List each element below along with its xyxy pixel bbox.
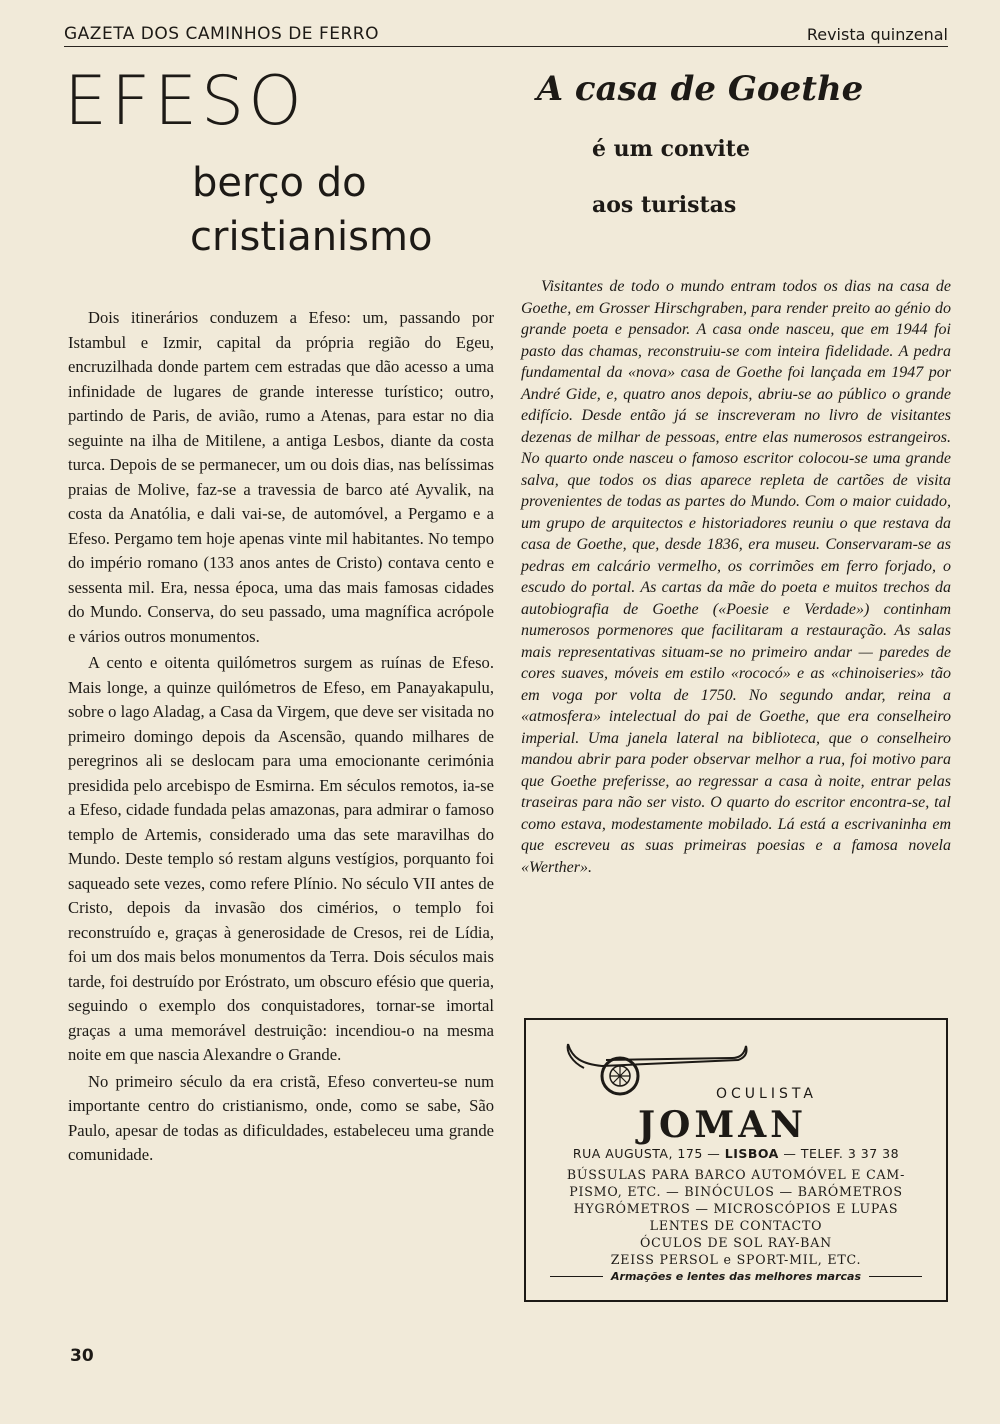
advert-line: BÚSSULAS PARA BARCO AUTOMÓVEL E CAM- (566, 1167, 906, 1182)
advert-description (540, 1166, 932, 1268)
advert-address-city: LISBOA (724, 1146, 779, 1161)
advert-label: OCULISTA (716, 1086, 817, 1102)
efeso-paragraph: A cento e oitenta quilómetros surgem as ruínas de Efeso. Mais longe, a quinze quilómetros de Efeso, em Panayakapulu, sobre o lago Aladag, a Casa da Virgem, que deve ser visitada no primeiro domingo depois da Ascensão, quando milhares de peregrinos ali se deslocam para uma emocionante cerimónia presidida pelo arcebispo de Esmirna. Em séculos remotos, ia-se a Efeso, cidade fundada pelas amazonas, para admirar o famoso templo de Artemis, considerado uma das sete maravilhas do Mundo. Deste templo só restam alguns vestígios, porquanto foi saqueado sete vezes, como refere Plínio. No século VII antes de Cristo, depois da invasão dos cimérios, o templo foi reconstruído e, graças à generosidade de Cresos, rei de Lídia, foi um dos mais belos monumentos da Terra. Dois séculos mais tarde, foi destruído por Eróstrato, um obscuro efésio que queria, seguindo o exemplo dos conquistadores, tornar-se imortal graças a uma memorável destruição: incendiou-o na mesma noite em que nascia Alexandre o Grande. (68, 653, 494, 1064)
tagline-text: Armações e lentes das melhores marcas (611, 1270, 862, 1283)
efeso-title: EFESO (64, 62, 306, 141)
advert-address (526, 1146, 946, 1161)
efeso-subtitle-line2: cristianismo (190, 214, 433, 260)
goethe-paragraph: Visitantes de todo o mundo entram todos os dias na casa de Goethe, em Grosser Hirschgraben, para render preito ao génio do grande poeta e pensador. A casa onde nasceu, que em 1944 foi pasto das chamas, reconstruiu-se com inteira fidelidade. A pedra fundamental da «nova» casa de Goethe foi lançada em 1947 por André Gide, e, quatro anos depois, abriu-se ao público o grande edifício. Desde então já se inscreveram no livro de visitantes dezenas de milhar de pessoas, entre elas numerosos estrangeiros. No quarto onde nasceu o famoso escritor colocou-se uma grande salva, que todos os dias aparece repleta de cartões de visita provenientes de todas as partes do Mundo. Com o maior cuidado, um grupo de arquitectos e historiadores reuniu o que restava da casa de Goethe, que, desde 1836, era museu. Conservaram-se as pedras em calcário vermelho, os corrimões em ferro forjado, o escudo do portal. As cartas da mãe do poeta e muitos trechos da autobiografia de Goethe («Poesie e Verdade») continham numerosos pormenores que facilitaram a restauração. As salas mais representativas situam-se no primeiro andar — paredes de cores suaves, móveis em estilo «rococó» e as «chinoiseries» tão em voga por volta de 1750. No segundo andar, reina a «atmosfera» intelectual do pai de Goethe, que era conselheiro imperial. Uma janela lateral na biblioteca, que o conselheiro mandou abrir para poder observar melhor a rua, foi motivo para que Goethe preferisse, ao regressar a casa à noite, entrar pelas traseiras para não ser visto. O quarto do escritor encontra-se, tal como estava, modestamente mobilado. Lá está a escrivaninha em que escreveu as suas primeiras poesias e a famosa novela «Werther». (521, 278, 951, 876)
tagline-rule (869, 1276, 922, 1278)
advert-name: JOMAN (638, 1104, 808, 1146)
oculista-advert (524, 1018, 948, 1302)
advert-line: LENTES DE CONTACTO (649, 1218, 823, 1233)
efeso-body (68, 306, 494, 1170)
advert-address-phone: — TELEF. 3 37 38 (783, 1146, 900, 1161)
efeso-subtitle (192, 156, 452, 264)
publication-title: GAZETA DOS CAMINHOS DE FERRO (64, 24, 379, 44)
goethe-title: A casa de Goethe (536, 69, 864, 109)
goethe-subtitle-line2: aos turistas (592, 192, 737, 218)
goethe-body (521, 276, 951, 878)
efeso-paragraph: No primeiro século da era cristã, Efeso converteu-se num importante centro do cristianismo, onde, como se sabe, São Paulo, apesar de todas as dificuldades, estabeleceu uma grande comunidade. (68, 1071, 494, 1164)
advert-line: ZEISS PERSOL e SPORT-MIL, ETC. (610, 1252, 862, 1267)
efeso-paragraph: Dois itinerários conduzem a Efeso: um, passando por Istambul e Izmir, capital da própria região do Egeu, encruzilhada donde partem cem estradas que dão acesso a uma infinidade de lugares de grande interesse turístico; outro, partindo de Paris, de avião, rumo a Atenas, para estar no dia seguinte na ilha de Mitilene, a antiga Lesbos, diante da costa turca. Depois de se permanecer, um ou dois dias, nas belíssimas praias de Molive, faz-se a travessia de barco até Ayvalik, na costa da Anatólia, e dali vai-se, de automóvel, a Pergamo e a Efeso. Pergamo tem hoje apenas vinte mil habitantes. No tempo do império romano (133 anos antes de Cristo) contava cento e sessenta mil. Era, nessa época, uma das mais famosas cidades do Mundo. Conserva, do seu passado, uma magnífica acrópole e vários outros monumentos. (68, 308, 494, 646)
advert-line: PISMO, ETC. — BINÓCULOS — BARÓMETROS (569, 1184, 903, 1199)
advert-line: ÓCULOS DE SOL RAY-BAN (640, 1235, 832, 1250)
goethe-subtitle-line1: é um convite (592, 136, 750, 162)
efeso-subtitle-line1: berço do (192, 160, 367, 206)
tagline-rule (550, 1276, 603, 1278)
page-number: 30 (70, 1346, 94, 1366)
publication-frequency: Revista quinzenal (806, 25, 948, 44)
advert-address-street: RUA AUGUSTA, 175 — (572, 1146, 721, 1161)
running-header (64, 16, 948, 47)
advert-line: HYGRÓMETROS — MICROSCÓPIOS E LUPAS (573, 1201, 899, 1216)
advert-tagline (550, 1270, 922, 1283)
